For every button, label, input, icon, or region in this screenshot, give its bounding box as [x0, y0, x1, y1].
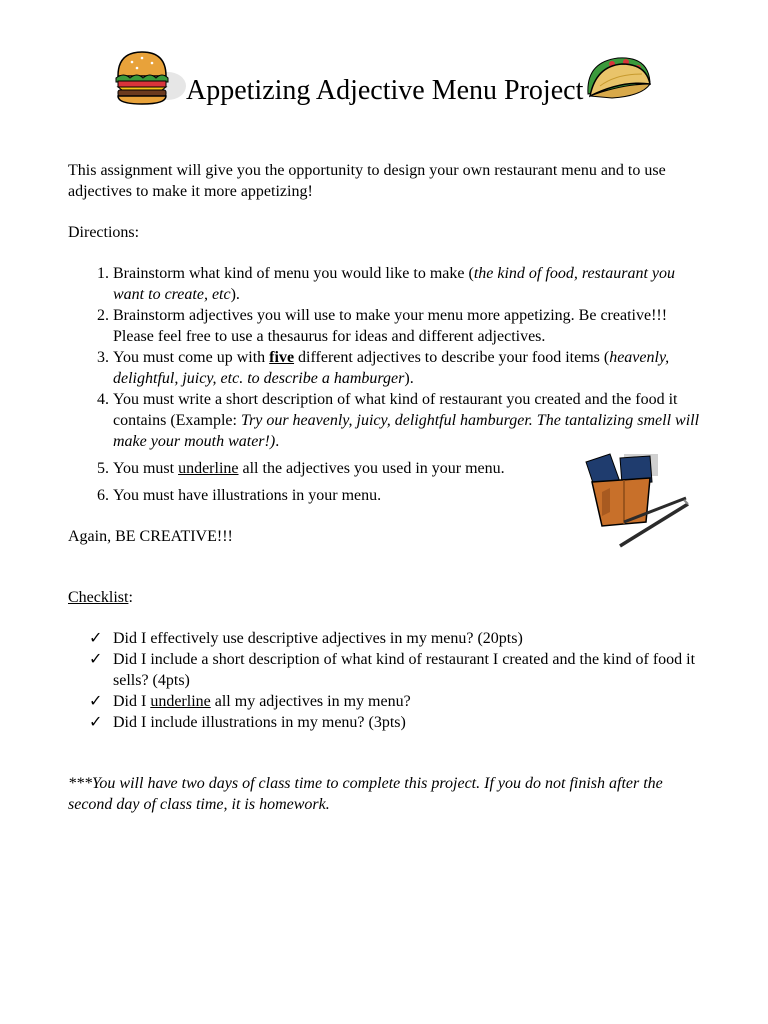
checkmark-icon: ✓ — [89, 651, 103, 668]
checkmark-icon: ✓ — [89, 630, 103, 647]
checklist-heading: Checklist: — [68, 589, 133, 606]
checklist-item-4: ✓ Did I include illustrations in my menu? (3pts) — [89, 714, 406, 731]
direction-item-2: 2. Brainstorm adjectives you will use to make your menu more appetizing. Be creative!!! Please feel free to use a thesaurus for ideas and different adjectives. — [113, 305, 708, 347]
hamburger-icon — [110, 46, 190, 108]
direction-item-3: 3. You must come up with five different adjectives to describe your food items (heavenly, delightful, juicy, etc. to describe a hamburger). — [113, 347, 708, 389]
directions-heading: Directions: — [68, 224, 140, 241]
homework-note: ***You will have two days of class time to complete this project. If you do not finish after the second day of class time, it is homework. — [68, 775, 663, 813]
title-row — [0, 40, 768, 110]
taco-icon — [582, 52, 654, 102]
checklist-item-3: ✓ Did I underline all my adjectives in my menu? — [89, 693, 411, 710]
five-emphasis: five — [269, 349, 295, 366]
intro-paragraph: This assignment will give you the opportunity to design your own restaurant menu and to use adjectives to make it more appetizing! — [68, 162, 666, 200]
checkmark-icon: ✓ — [89, 714, 103, 731]
checklist — [68, 628, 708, 733]
again-line: Again, BE CREATIVE!!! — [68, 528, 233, 545]
takeout-box-icon — [580, 452, 692, 554]
checklist-item-2: ✓ Did I include a short description of what kind of restaurant I created and the kind of food it sells? (4pts) — [89, 651, 696, 689]
page-title: Appetizing Adjective Menu Project — [186, 75, 584, 106]
checkmark-icon: ✓ — [89, 693, 103, 710]
direction-item-5: 5. You must underline all the adjectives you used in your menu. — [113, 458, 708, 479]
direction-item-4: 4. You must write a short description of what kind of restaurant you created and the food it contains (Example: Try our heavenly, juicy, delightful hamburger. The tantalizing smell will make your mouth water!). — [113, 389, 708, 452]
direction-item-6: 6. You must have illustrations in your menu. — [113, 485, 708, 506]
direction-item-1: 1. Brainstorm what kind of menu you would like to make (the kind of food, restaurant you want to create, etc). — [113, 263, 708, 305]
checklist-item-1: ✓ Did I effectively use descriptive adjectives in my menu? (20pts) — [89, 630, 523, 647]
